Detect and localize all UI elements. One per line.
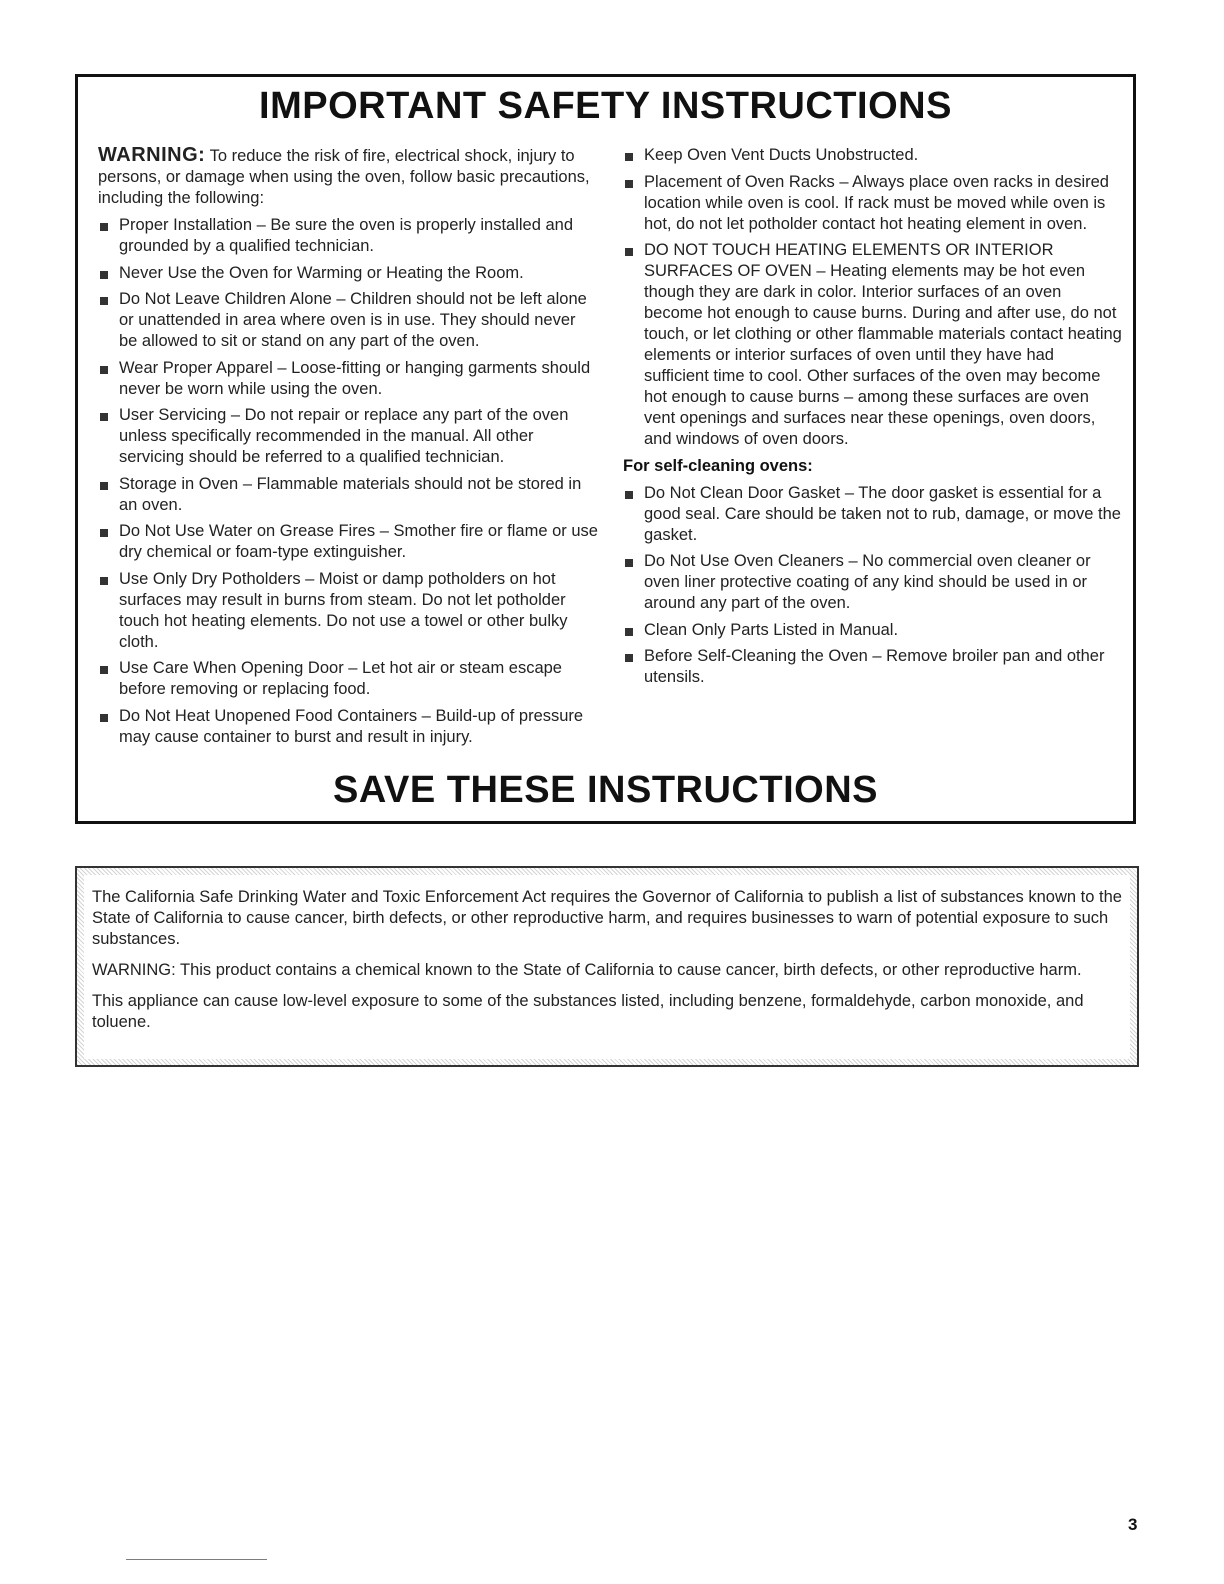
list-item: Proper Installation – Be sure the oven is properly installed and grounded by a qualified technician. <box>98 215 598 257</box>
list-item: Use Care When Opening Door – Let hot air or steam escape before removing or replacing food. <box>98 658 598 700</box>
safety-title: IMPORTANT SAFETY INSTRUCTIONS <box>259 85 952 127</box>
list-item: Do Not Use Oven Cleaners – No commercial oven cleaner or oven liner protective coating of any kind should be used in or around any part of the oven. <box>623 551 1123 614</box>
list-item: Do Not Clean Door Gasket – The door gasket is essential for a good seal. Care should be taken not to rub, damage, or move the gasket. <box>623 483 1123 546</box>
list-item: Clean Only Parts Listed in Manual. <box>623 620 1123 641</box>
list-item: DO NOT TOUCH HEATING ELEMENTS OR INTERIOR SURFACES OF OVEN – Heating elements may be hot even though they are dark in color. Interior surfaces of an oven become hot enough to cause burns. During and after use, do not touch, or let clothing or other flammable materials contact heating elements or interior surfaces of oven until they have had sufficient time to cool. Other surfaces of the oven may become hot enough to cause burns – among these surfaces are oven vent openings and surfaces near these openings, oven doors, and windows of oven doors. <box>623 240 1123 450</box>
self-cleaning-list <box>623 483 1123 689</box>
prop65-paragraph: This appliance can cause low-level exposure to some of the substances listed, including benzene, formaldehyde, carbon monoxide, and toluene. <box>92 992 1084 1031</box>
prop65-paragraph: The California Safe Drinking Water and Toxic Enforcement Act requires the Governor of California to publish a list of substances known to the State of California to cause cancer, birth defects, or other reproductive harm, and requires businesses to warn of potential exposure to such substances. <box>92 888 1122 948</box>
list-item: Do Not Use Water on Grease Fires – Smother fire or flame or use dry chemical or foam-type extinguisher. <box>98 521 598 563</box>
warning-intro <box>98 145 598 209</box>
right-column <box>623 145 1123 694</box>
prop65-warning-box <box>75 866 1139 1067</box>
left-column <box>98 145 598 753</box>
list-item: User Servicing – Do not repair or replace any part of the oven unless specifically recommended in the manual. All other servicing should be referred to a qualified technician. <box>98 405 598 468</box>
self-cleaning-heading: For self-cleaning ovens: <box>623 456 813 475</box>
left-bullet-list <box>98 215 598 748</box>
prop65-paragraph: WARNING: This product contains a chemical known to the State of California to cause cancer, birth defects, or other reproductive harm. <box>92 961 1082 979</box>
right-bullet-list <box>623 145 1123 450</box>
safety-instructions-box <box>75 74 1136 824</box>
footer-divider <box>126 1559 267 1560</box>
list-item: Do Not Leave Children Alone – Children should not be left alone or unattended in area where oven is in use. They should never be allowed to sit or stand on any part of the oven. <box>98 289 598 352</box>
list-item: Before Self-Cleaning the Oven – Remove broiler pan and other utensils. <box>623 646 1123 688</box>
page-number: 3 <box>1128 1515 1138 1534</box>
save-instructions-title: SAVE THESE INSTRUCTIONS <box>333 769 878 811</box>
list-item: Placement of Oven Racks – Always place oven racks in desired location while oven is cool. If rack must be moved while oven is hot, do not let potholder contact hot heating element in oven. <box>623 172 1123 235</box>
list-item: Do Not Heat Unopened Food Containers – Build-up of pressure may cause container to burst and result in injury. <box>98 706 598 748</box>
list-item: Never Use the Oven for Warming or Heating the Room. <box>98 263 598 284</box>
warning-text: To reduce the risk of fire, electrical shock, injury to persons, or damage when using the oven, follow basic precautions, including the following: <box>98 147 590 207</box>
warning-label: WARNING: <box>98 144 206 166</box>
list-item: Wear Proper Apparel – Loose-fitting or hanging garments should never be worn while using the oven. <box>98 358 598 400</box>
list-item: Use Only Dry Potholders – Moist or damp potholders on hot surfaces may result in burns from steam. Do not let potholder touch hot heating elements. Do not use a towel or other bulky cloth. <box>98 569 598 653</box>
list-item: Keep Oven Vent Ducts Unobstructed. <box>623 145 1123 166</box>
list-item: Storage in Oven – Flammable materials should not be stored in an oven. <box>98 474 598 516</box>
prop65-content <box>84 875 1130 1059</box>
